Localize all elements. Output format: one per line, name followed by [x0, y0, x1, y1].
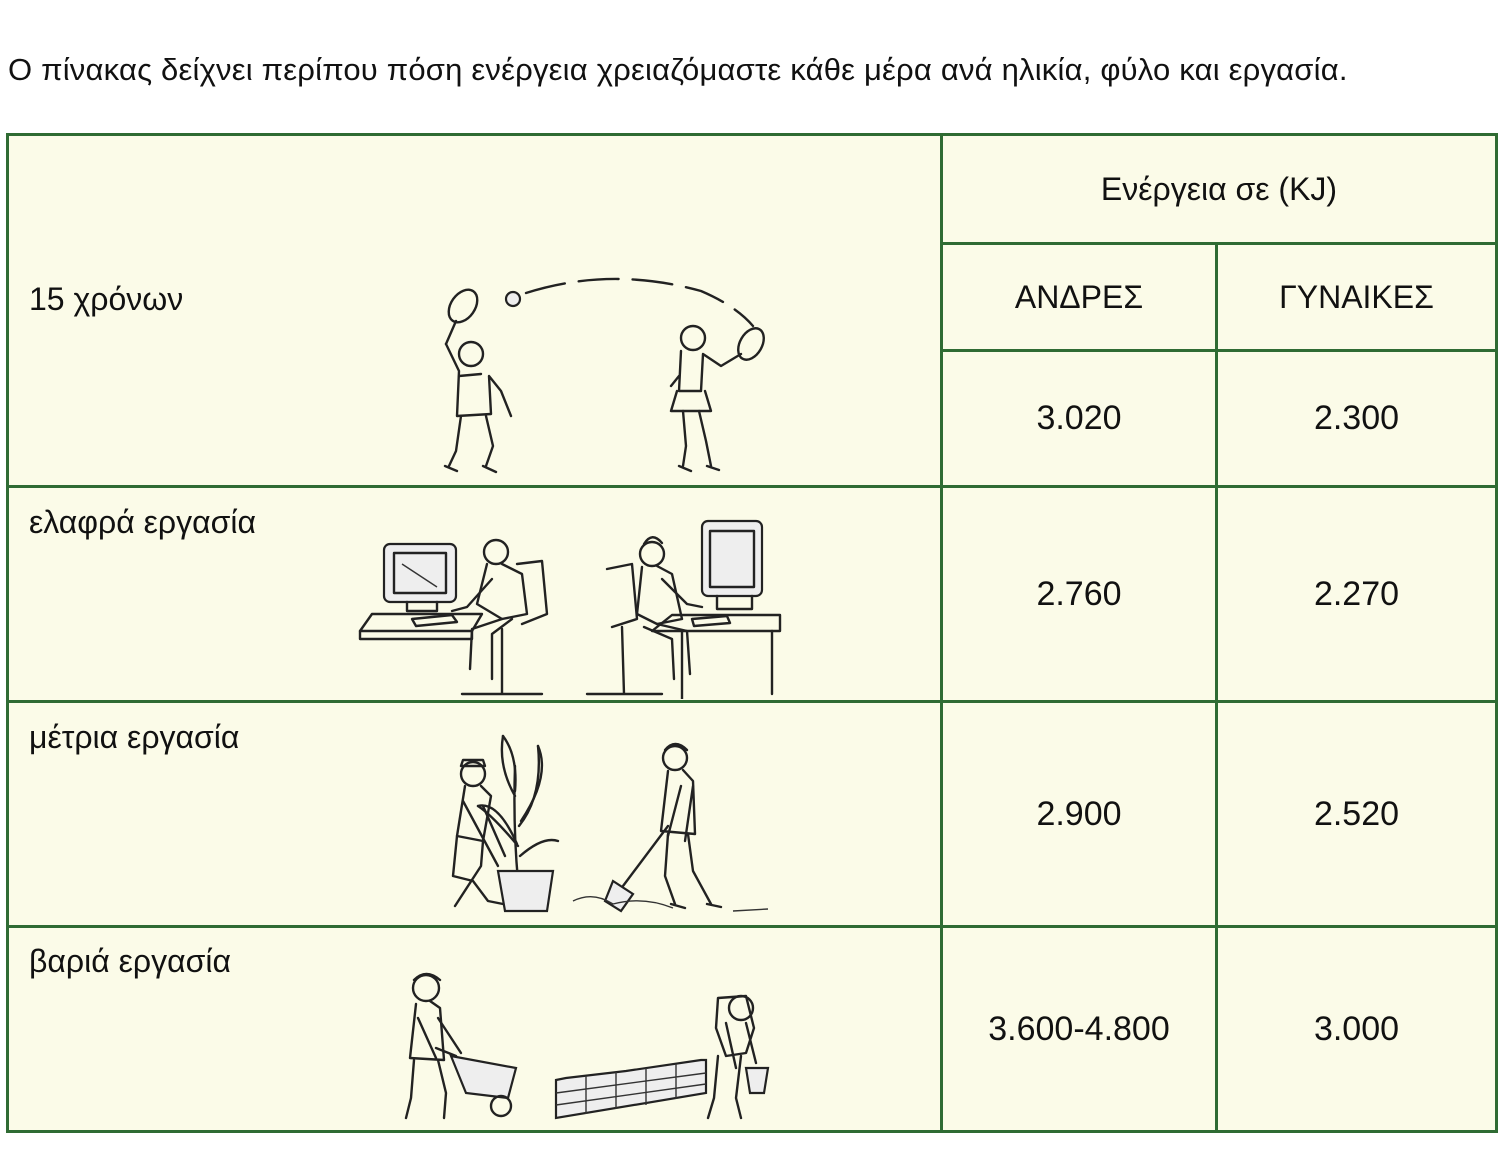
tennis-players-illustration: [401, 266, 781, 481]
intro-text: Ο πίνακας δείχνει περίπου πόση ενέργεια χρειαζόμαστε κάθε μέρα ανά ηλικία, φύλο και εργασία.: [8, 52, 1348, 87]
row-label: 15 χρόνων: [29, 281, 184, 317]
men-value: 3.020: [1036, 399, 1122, 437]
women-value: 2.300: [1313, 399, 1400, 437]
construction-workers-illustration: [396, 968, 776, 1128]
gardeners-illustration: [443, 726, 773, 916]
men-value: 2.900: [1036, 794, 1122, 833]
women-value: 2.520: [1313, 794, 1400, 833]
computer-workers-illustration: [352, 519, 782, 699]
men-header: ΑΝΔΡΕΣ: [1014, 278, 1144, 315]
row-label: βαριά εργασία: [29, 943, 231, 979]
women-header: ΓΥΝΑΙΚΕΣ: [1279, 278, 1434, 315]
women-value: 3.000: [1313, 1009, 1400, 1048]
women-value: 2.270: [1313, 574, 1400, 613]
men-value: 3.600-4.800: [988, 1009, 1170, 1048]
row-label: ελαφρά εργασία: [29, 504, 256, 540]
row-label: μέτρια εργασία: [29, 719, 240, 755]
energy-table: [6, 133, 1498, 1133]
men-value: 2.760: [1036, 574, 1122, 613]
energy-header: Ενέργεια σε (KJ): [1100, 170, 1338, 207]
